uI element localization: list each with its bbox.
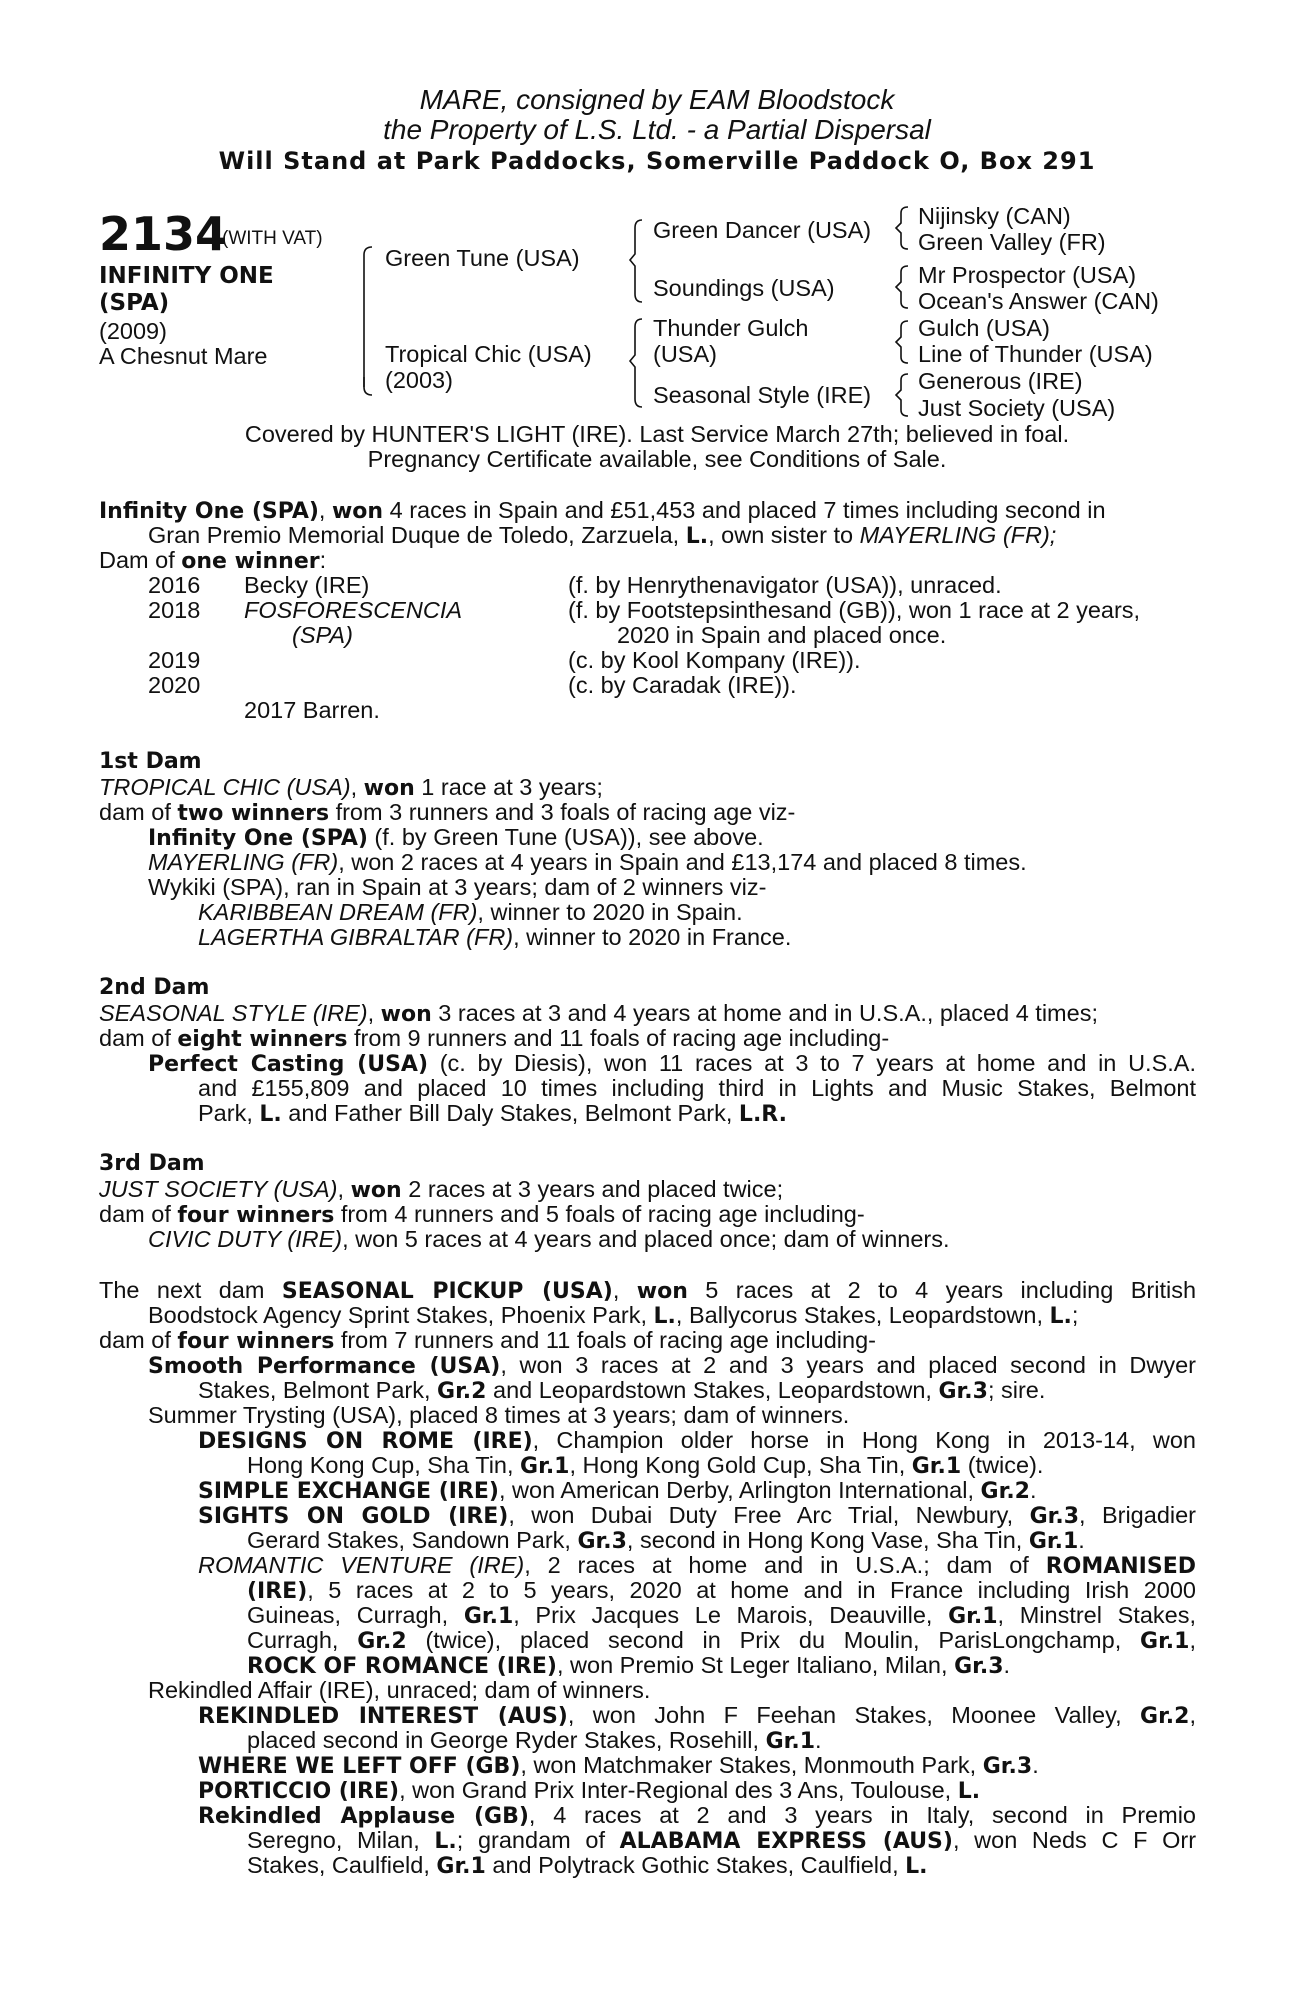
io-line-1: Infinity One (SPA), won 4 races in Spain and £51,453 and placed 7 times including second in — [99, 497, 1106, 524]
first-dam-line-2: dam of two winners from 3 runners and 3 foals of racing age viz- — [99, 799, 796, 826]
produce-year: 2020 — [148, 672, 201, 698]
next-dam-line-18: REKINDLED INTEREST (AUS), won John F Feehan Stakes, Moonee Valley, Gr.2, — [198, 1702, 1196, 1729]
next-dam-line-5: Stakes, Belmont Park, Gr.2 and Leopardstown Stakes, Leopardstown, Gr.3; sire. — [198, 1377, 1046, 1404]
produce-name-cont: (SPA) — [292, 622, 353, 648]
next-dam-line-13: (IRE), 5 races at 2 to 5 years, 2020 at home and in France including Irish 2000 — [247, 1577, 1196, 1604]
next-dam-line-6: Summer Trysting (USA), placed 8 times at 3 years; dam of winners. — [148, 1402, 850, 1428]
pedigree-brace-g34 — [896, 264, 912, 310]
horse-description: A Chesnut Mare — [99, 343, 268, 369]
next-dam-line-7: DESIGNS ON ROME (IRE), Champion older horse in Hong Kong in 2013-14, won — [198, 1427, 1196, 1454]
produce-year: 2016 — [148, 572, 201, 598]
lot-number: 2134 — [99, 207, 228, 261]
covered-line-1: Covered by HUNTER'S LIGHT (IRE). Last Service March 27th; believed in foal. — [244, 421, 1070, 447]
ped-gd-sire: Thunder Gulch — [653, 315, 809, 341]
first-dam-line-6: KARIBBEAN DREAM (FR), winner to 2020 in Spain. — [198, 899, 743, 925]
ped-sire: Green Tune (USA) — [385, 245, 580, 271]
second-dam-line-2: dam of eight winners from 9 runners and 11 foals of racing age including- — [99, 1025, 890, 1052]
ped-g6: Line of Thunder (USA) — [918, 341, 1153, 367]
pedigree-brace-g12 — [896, 205, 912, 251]
vat-label: (WITH VAT) — [222, 228, 323, 249]
pedigree-brace-gs — [630, 218, 648, 304]
ped-gs-sire: Green Dancer (USA) — [653, 217, 872, 243]
second-dam-line-1: SEASONAL STYLE (IRE), won 3 races at 3 and 4 years at home and in U.S.A., placed 4 times; — [99, 1000, 1098, 1027]
ped-g2: Green Valley (FR) — [918, 229, 1106, 255]
next-dam-line-2: Boodstock Agency Sprint Stakes, Phoenix Park, L., Ballycorus Stakes, Leopardstown, L.; — [148, 1302, 1079, 1329]
pedigree-brace-g56 — [896, 319, 912, 365]
first-dam-line-7: LAGERTHA GIBRALTAR (FR), winner to 2020 in France. — [198, 924, 792, 950]
header-line-2: the Property of L.S. Ltd. - a Partial Dispersal — [383, 114, 931, 145]
next-dam-line-19: placed second in George Ryder Stakes, Rosehill, Gr.1. — [247, 1727, 822, 1754]
produce-note: (f. by Footstepsinthesand (GB)), won 1 race at 2 years, — [568, 597, 1141, 623]
third-dam-line-3: CIVIC DUTY (IRE), won 5 races at 4 years and placed once; dam of winners. — [148, 1226, 950, 1252]
next-dam-line-16: ROCK OF ROMANCE (IRE), won Premio St Leger Italiano, Milan, Gr.3. — [247, 1652, 1011, 1679]
covered-line-2: Pregnancy Certificate available, see Conditions of Sale. — [367, 446, 947, 472]
next-dam-line-4: Smooth Performance (USA), won 3 races at 2 and 3 years and placed second in Dwyer — [148, 1352, 1197, 1379]
pedigree-brace-g78 — [896, 372, 912, 418]
next-dam-line-12: ROMANTIC VENTURE (IRE), 2 races at home and in U.S.A.; dam of ROMANISED — [198, 1552, 1196, 1579]
next-dam-line-9: SIMPLE EXCHANGE (IRE), won American Derby, Arlington International, Gr.2. — [198, 1477, 1037, 1504]
header-line-3: Will Stand at Park Paddocks, Somerville Paddock O, Box 291 — [218, 147, 1096, 175]
produce-note-cont: 2020 in Spain and placed once. — [617, 622, 947, 648]
ped-g3: Mr Prospector (USA) — [918, 262, 1137, 288]
produce-year: 2018 — [148, 597, 201, 623]
ped-g4: Ocean's Answer (CAN) — [918, 288, 1159, 314]
third-dam-line-1: JUST SOCIETY (USA), won 2 races at 3 years and placed twice; — [99, 1176, 784, 1203]
produce-name: Becky (IRE) — [244, 572, 370, 598]
ped-g7: Generous (IRE) — [918, 368, 1083, 394]
next-dam-line-21: PORTICCIO (IRE), won Grand Prix Inter-Regional des 3 Ans, Toulouse, L. — [198, 1777, 981, 1804]
produce-note: (f. by Henrythenavigator (USA)), unraced. — [568, 572, 1002, 598]
first-dam-line-1: TROPICAL CHIC (USA), won 1 race at 3 years; — [99, 774, 603, 801]
dam-of-line: Dam of one winner: — [99, 547, 327, 574]
next-dam-line-20: WHERE WE LEFT OFF (GB), won Matchmaker Stakes, Monmouth Park, Gr.3. — [198, 1752, 1039, 1779]
ped-g1: Nijinsky (CAN) — [918, 203, 1071, 229]
first-dam-heading: 1st Dam — [99, 749, 202, 774]
next-dam-line-24: Stakes, Caulfield, Gr.1 and Polytrack Gothic Stakes, Caulfield, L. — [247, 1852, 928, 1879]
next-dam-line-10: SIGHTS ON GOLD (IRE), won Dubai Duty Free Arc Trial, Newbury, Gr.3, Brigadier — [198, 1502, 1197, 1529]
next-dam-line-3: dam of four winners from 7 runners and 11 foals of racing age including- — [99, 1327, 876, 1354]
third-dam-line-2: dam of four winners from 4 runners and 5 foals of racing age including- — [99, 1201, 865, 1228]
produce-note: (c. by Caradak (IRE)). — [568, 672, 797, 698]
next-dam-line-15: Curragh, Gr.2 (twice), placed second in Prix du Moulin, ParisLongchamp, Gr.1, — [247, 1627, 1196, 1654]
next-dam-line-8: Hong Kong Cup, Sha Tin, Gr.1, Hong Kong Gold Cup, Sha Tin, Gr.1 (twice). — [247, 1452, 1044, 1479]
next-dam-line-22: Rekindled Applause (GB), 4 races at 2 and 3 years in Italy, second in Premio — [198, 1802, 1196, 1829]
second-dam-line-4: and £155,809 and placed 10 times including third in Lights and Music Stakes, Belmont — [198, 1075, 1196, 1101]
first-dam-line-3: Infinity One (SPA) (f. by Green Tune (USA)), see above. — [148, 824, 764, 851]
produce-barren: 2017 Barren. — [244, 697, 380, 723]
horse-name: INFINITY ONE — [99, 263, 274, 289]
ped-dam: Tropical Chic (USA) — [385, 341, 592, 367]
pedigree-brace-dam-tail — [360, 377, 374, 397]
produce-name: FOSFORESCENCIA — [244, 597, 463, 623]
third-dam-heading: 3rd Dam — [99, 1151, 205, 1176]
second-dam-line-3: Perfect Casting (USA) (c. by Diesis), won 11 races at 3 to 7 years at home and in U.S.A. — [148, 1050, 1196, 1077]
ped-g5: Gulch (USA) — [918, 315, 1050, 341]
ped-gd-dam: Seasonal Style (IRE) — [653, 382, 872, 408]
next-dam-line-17: Rekindled Affair (IRE), unraced; dam of winners. — [148, 1677, 651, 1703]
produce-note: (c. by Kool Kompany (IRE)). — [568, 647, 861, 673]
produce-year: 2019 — [148, 647, 201, 673]
second-dam-line-5: Park, L. and Father Bill Daly Stakes, Belmont Park, L.R. — [198, 1100, 788, 1127]
header-line-1: MARE, consigned by EAM Bloodstock — [419, 84, 895, 115]
second-dam-heading: 2nd Dam — [99, 975, 210, 1000]
first-dam-line-4: MAYERLING (FR), won 2 races at 4 years in Spain and £13,174 and placed 8 times. — [148, 849, 1027, 875]
ped-g8: Just Society (USA) — [918, 395, 1116, 421]
next-dam-line-1: The next dam SEASONAL PICKUP (USA), won 5 races at 2 to 4 years including British — [99, 1277, 1197, 1304]
next-dam-line-11: Gerard Stakes, Sandown Park, Gr.3, second in Hong Kong Vase, Sha Tin, Gr.1. — [247, 1527, 1085, 1554]
pedigree-brace-sire — [360, 245, 374, 387]
first-dam-line-5: Wykiki (SPA), ran in Spain at 3 years; dam of 2 winners viz- — [148, 874, 767, 900]
ped-gs-dam: Soundings (USA) — [653, 275, 835, 301]
pedigree-brace-gd — [630, 317, 648, 409]
ped-dam-year: (2003) — [385, 367, 453, 393]
ped-gd-sire-country: (USA) — [653, 341, 717, 367]
next-dam-line-23: Seregno, Milan, L.; grandam of ALABAMA EXPRESS (AUS), won Neds C F Orr — [247, 1827, 1197, 1854]
next-dam-line-14: Guineas, Curragh, Gr.1, Prix Jacques Le Marois, Deauville, Gr.1, Minstrel Stakes, — [247, 1602, 1197, 1629]
horse-year: (2009) — [99, 318, 167, 344]
io-line-2: Gran Premio Memorial Duque de Toledo, Zarzuela, L., own sister to MAYERLING (FR); — [148, 522, 1057, 549]
horse-country: (SPA) — [99, 290, 170, 316]
